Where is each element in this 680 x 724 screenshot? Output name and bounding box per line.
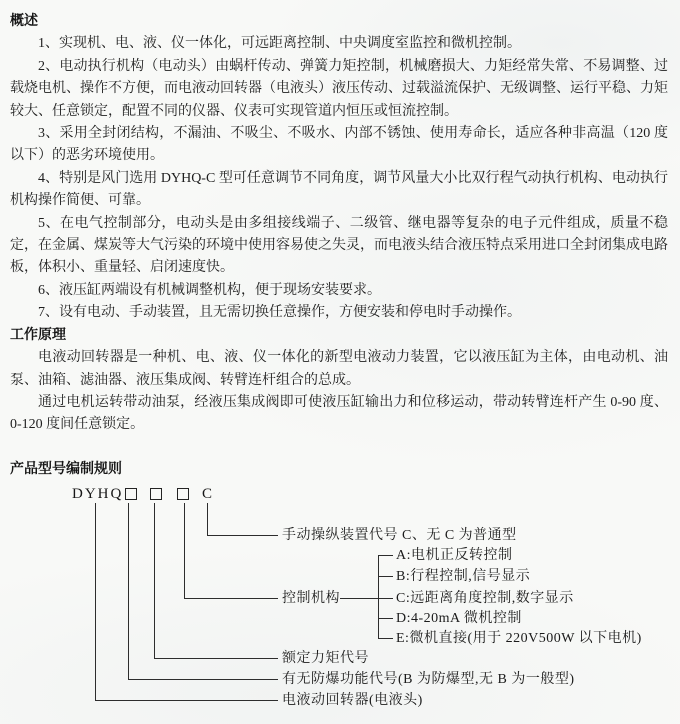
- principle-paragraph-2: 通过电机运转带动油泵，经液压集成阀即可使液压缸输出力和位移运动，带动转臂连杆产生 0-90 度、0-120 度间任意锁定。: [10, 394, 668, 433]
- overview-paragraph-7: 7、设有电动、手动装置，且无需切换任意操作，方便安装和停电时手动操作。: [38, 305, 521, 321]
- label-explosion-proof: 有无防爆功能代号(B 为防爆型,无 B 为一般型): [282, 672, 575, 687]
- control-item-a: A:电机正反转控制: [396, 548, 513, 563]
- overview-paragraph-4: 4、特别是风门选用 DYHQ-C 型可任意调节不同角度，调节风量大小比双行程气动执行机构、电动执行机构操作简便、可靠。: [10, 170, 668, 209]
- section-heading-overview: 概述: [10, 14, 38, 29]
- connector-manual-line: [207, 503, 278, 536]
- principle-paragraph-1: 电液动回转器是一种机、电、液、仪一体化的新型电液动力装置，它以液压缸为主体，由电动机、油泵、油箱、滤油器、液压集成阀、转臂连杆组合的总成。: [10, 350, 668, 388]
- control-branch-spine: [378, 555, 379, 638]
- model-code-box-2: [150, 488, 162, 500]
- overview-paragraph-5: 5、在电气控制部分，电动头是由多组接线端子、二级管、继电器等复杂的电子元件组成，质量不稳定，在金属、煤炭等大气污染的环境中使用容易使之失灵，而电液头结合液压特点采用进口全封闭集成电路板，体积小、重量轻、启闭速度快。: [10, 215, 668, 276]
- control-item-c: C:远距离角度控制,数字显示: [396, 591, 574, 606]
- model-code-box-1: [125, 488, 137, 500]
- section-heading-principle: 工作原理: [10, 327, 66, 343]
- label-device-name: 电液动回转器(电液头): [282, 693, 423, 708]
- overview-paragraph-1: 1、实现机、电、液、仪一体化，可远距离控制、中央调度室监控和微机控制。: [38, 36, 521, 52]
- control-item-stub-a: [378, 555, 393, 556]
- model-code-box-3: [177, 488, 189, 500]
- control-item-e: E:微机直接(用于 220V500W 以下电机): [396, 631, 642, 646]
- overview-paragraph-6: 6、液压缸两端设有机械调整机构，便于现场安装要求。: [38, 282, 381, 298]
- model-code-diagram: [0, 478, 680, 724]
- label-manual-device: 手动操纵装置代号 C、无 C 为普通型: [282, 528, 517, 543]
- model-prefix-text: DYHQ: [72, 486, 124, 502]
- control-branch-connector: [340, 598, 378, 599]
- control-item-d: D:4-20mA 微机控制: [396, 611, 522, 626]
- control-item-b: B:行程控制,信号显示: [396, 569, 531, 584]
- section-heading-model-rules: 产品型号编制规则: [10, 461, 122, 477]
- overview-paragraph-3: 3、采用全封闭结构，不漏油、不吸尘、不吸水、内部不锈蚀、使用寿命长，适应各种非高温（120 度以下）的恶劣环境使用。: [10, 126, 668, 164]
- control-item-stub-c: [378, 598, 393, 599]
- label-control-mechanism: 控制机构: [282, 591, 340, 606]
- label-rated-torque: 额定力矩代号: [282, 651, 369, 666]
- overview-paragraph-2: 2、电动执行机构（电动头）由蜗杆传动、弹簧力矩控制，机械磨损大、力矩经常失常、不易调整、过载烧电机、操作不方便，而电液动回转器（电液头）液压传动、过载溢流保护、无级调整、运行平稳、力矩较大、任意锁定，配置不同的仪器、仪表可实现管道内恒压或恒流控制。: [10, 58, 668, 119]
- control-item-stub-e: [378, 638, 393, 639]
- control-item-stub-b: [378, 576, 393, 577]
- model-suffix-text: C: [202, 486, 215, 502]
- control-item-stub-d: [378, 618, 393, 619]
